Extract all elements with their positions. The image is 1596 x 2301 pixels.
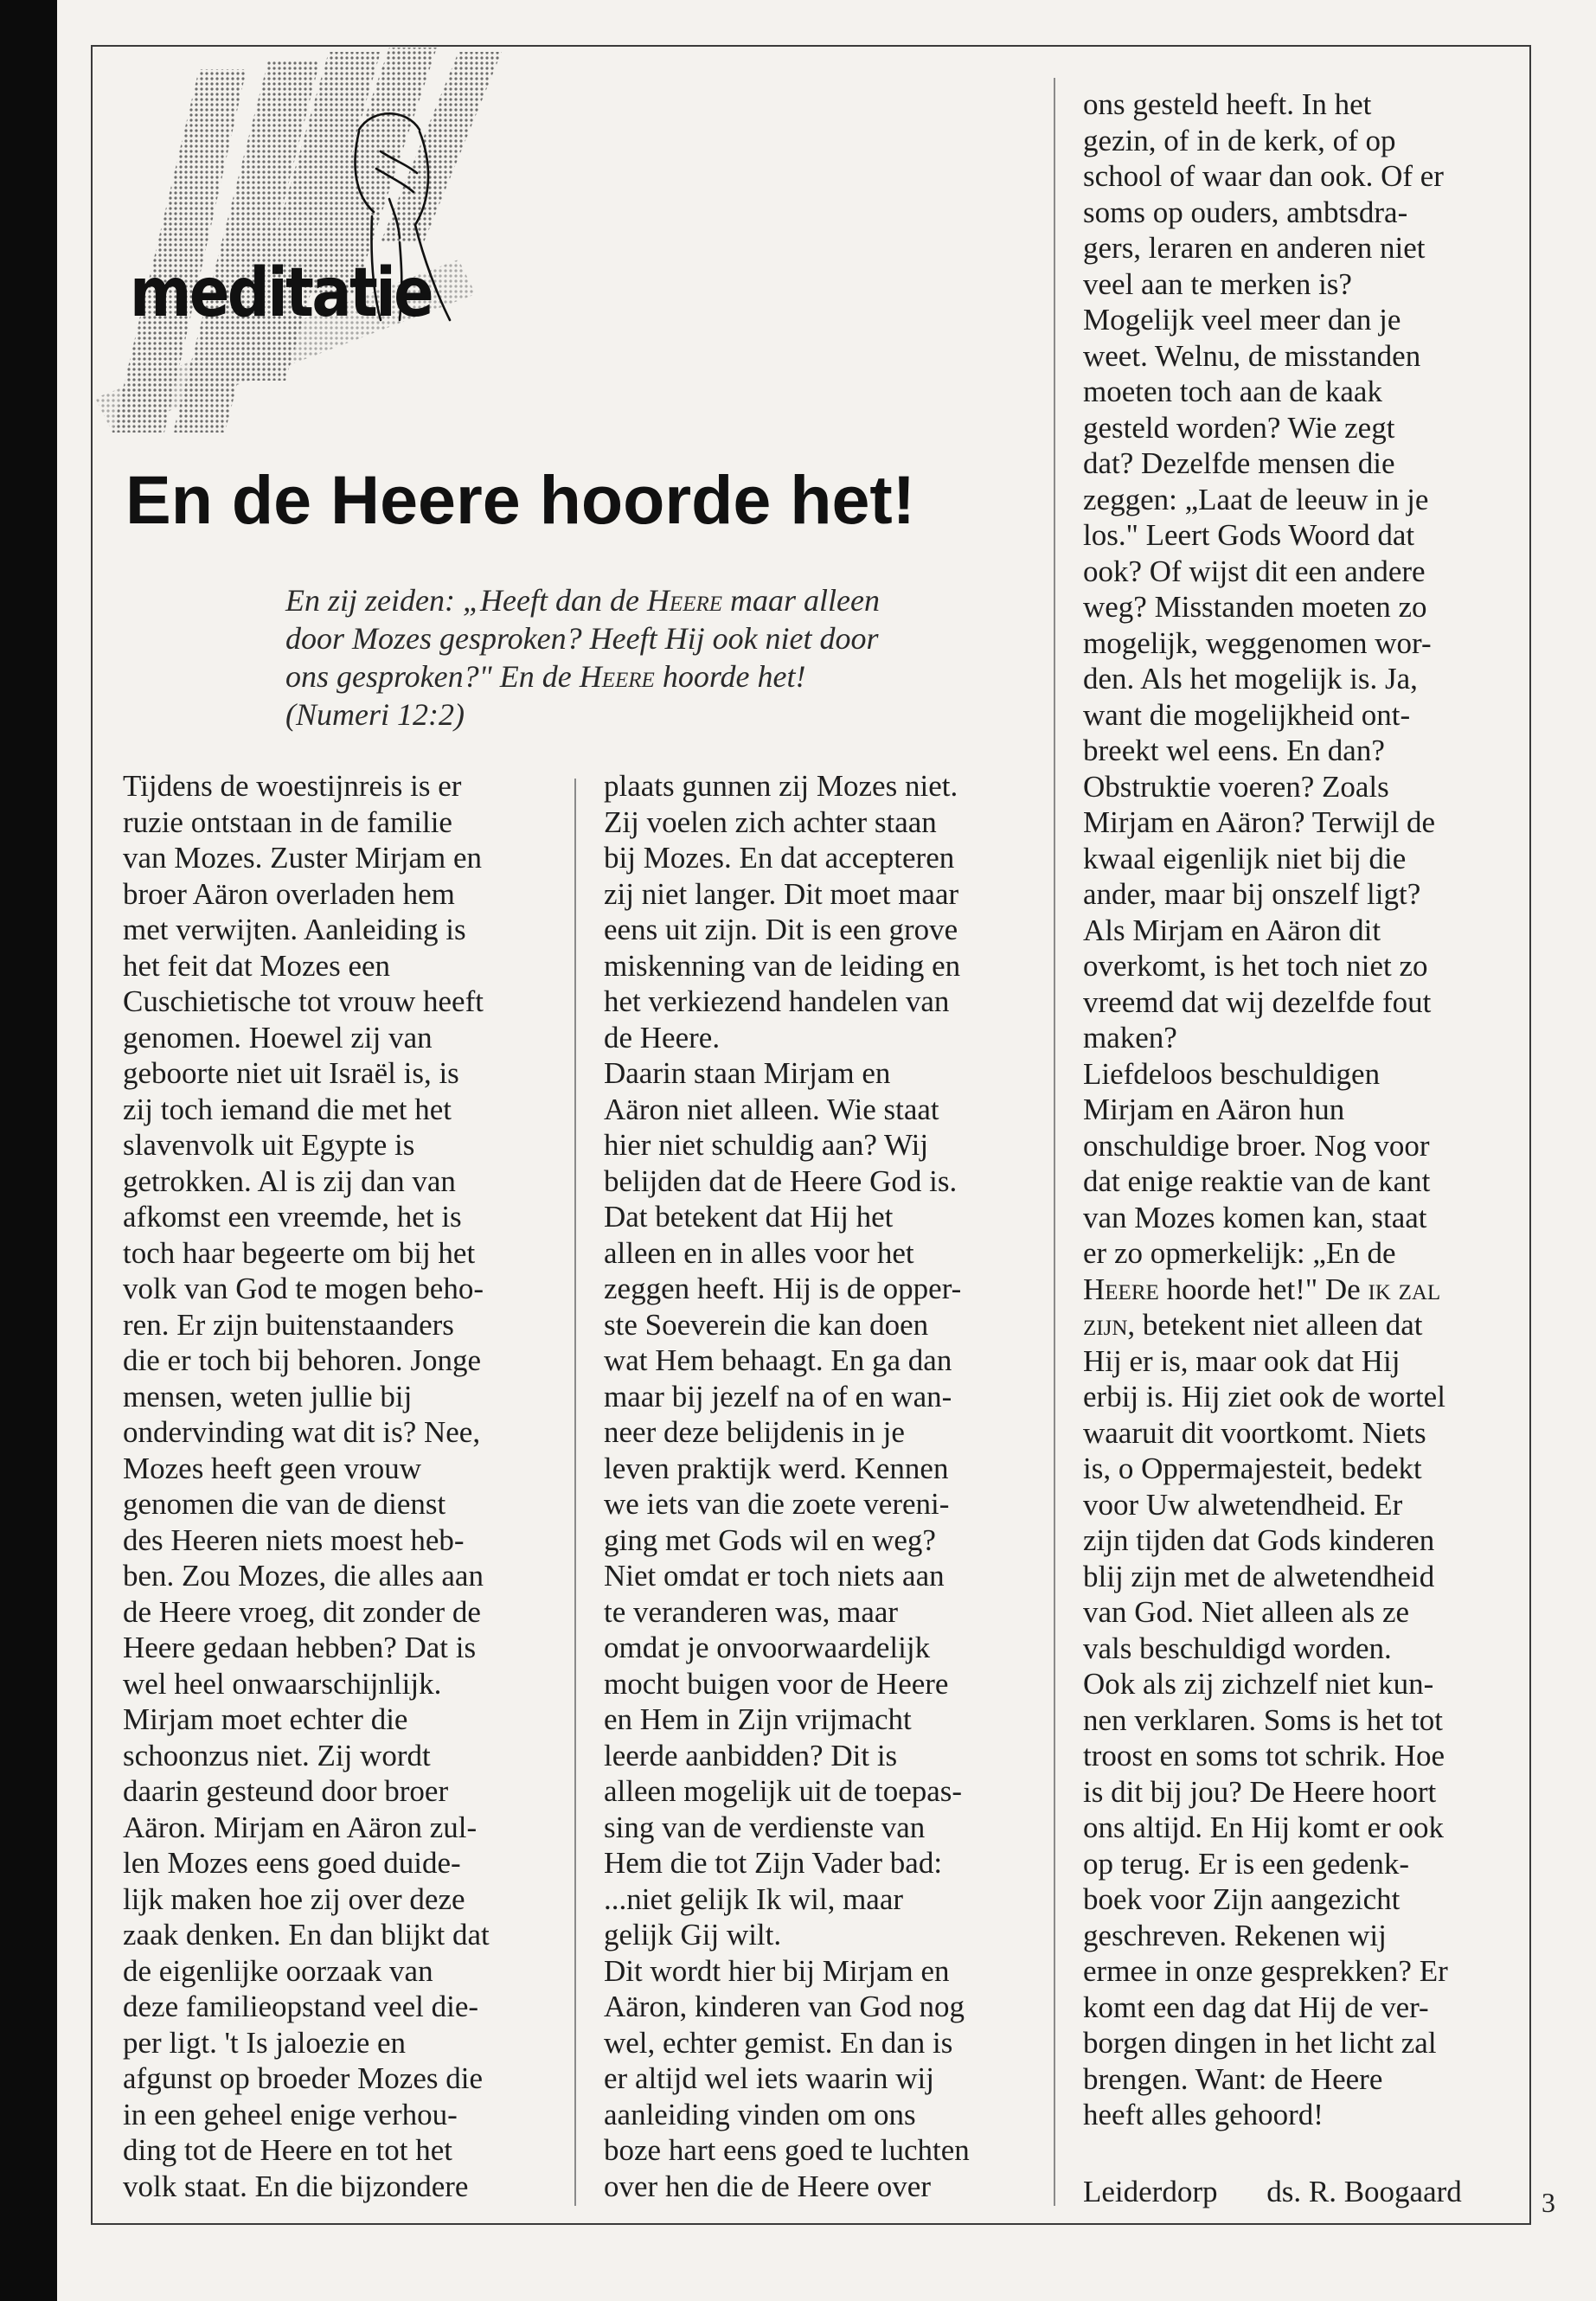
column-divider — [1054, 78, 1055, 2206]
body-text-line: ren. Er zijn buitenstaanders — [123, 1307, 454, 1342]
body-text-line: Dat betekent dat Hij het — [604, 1200, 894, 1234]
body-text-line: zij niet langer. Dit moet maar — [604, 876, 959, 911]
body-text-line: schoonzus niet. Zij wordt — [123, 1738, 431, 1772]
body-text-line: Heere hoorde het!" De ik zal — [1083, 1272, 1441, 1306]
body-text-line: Aäron niet alleen. Wie staat — [604, 1092, 939, 1126]
body-text-line: het verkiezend handelen van — [604, 984, 950, 1018]
body-text-line: de eigenlijke oorzaak van — [123, 1953, 433, 1988]
body-text-line: ons gesteld heeft. In het — [1083, 87, 1372, 121]
body-text-line: school of waar dan ook. Of er — [1083, 159, 1444, 193]
headline: En de Heere hoorde het! — [125, 461, 916, 538]
body-text-line: per ligt. 't Is jaloezie en — [123, 2025, 407, 2060]
body-text-line: lijk maken hoe zij over deze — [123, 1881, 465, 1916]
body-text-line: Hij er is, maar ook dat Hij — [1083, 1343, 1401, 1378]
body-text-line: Liefdeloos beschuldigen — [1083, 1056, 1381, 1091]
body-text-line: komt een dag dat Hij de ver- — [1083, 1990, 1429, 2024]
body-text-line: te veranderen was, maar — [604, 1594, 899, 1629]
epigraph-line: ons gesproken?" En de Heere hoorde het! — [285, 659, 806, 694]
epigraph-line: door Mozes gesproken? Heeft Hij ook niet door — [285, 621, 879, 656]
epigraph-line: En zij zeiden: „Heeft dan de Heere maar alleen — [285, 583, 880, 618]
body-text-line: Mirjam en Aäron hun — [1083, 1093, 1345, 1126]
body-text-line: weet. Welnu, de misstanden — [1083, 338, 1421, 373]
body-text-line: van Mozes. Zuster Mirjam en — [123, 841, 483, 875]
body-text-line: heeft alles gehoord! — [1083, 2098, 1324, 2131]
body-text-line: de Heere vroeg, dit zonder de — [123, 1594, 481, 1629]
body-text-line: gezin, of in de kerk, of op — [1083, 123, 1396, 157]
body-text-line: belijden dat de Heere God is. — [604, 1163, 958, 1198]
body-text-line: wel heel onwaarschijnlijk. — [123, 1666, 442, 1701]
body-text-line: ook? Of wijst dit een andere — [1083, 554, 1426, 588]
body-text-line: den. Als het mogelijk is. Ja, — [1083, 662, 1418, 695]
signature — [1083, 2175, 1462, 2209]
body-text-line: want die mogelijkheid ont- — [1083, 697, 1411, 732]
body-text-line: is dit bij jou? De Heere hoort — [1083, 1774, 1437, 1809]
body-text-line: ermee in onze gesprekken? Er — [1083, 1954, 1448, 1988]
body-text-line: Mozes heeft geen vrouw — [123, 1451, 422, 1485]
body-text-line: volk staat. En die bijzondere — [123, 2169, 469, 2203]
body-text-line: met verwijten. Aanleiding is — [123, 913, 466, 946]
body-text-line: genomen die van de dienst — [123, 1487, 446, 1521]
body-text-line: leven praktijk werd. Kennen — [604, 1451, 949, 1485]
body-text-line: ondervinding wat dit is? Nee, — [123, 1415, 481, 1449]
body-text-line: gers, leraren en anderen niet — [1083, 231, 1426, 265]
body-text-line: Aäron. Mirjam en Aäron zul- — [123, 1810, 478, 1844]
section-label: meditatie — [130, 254, 433, 332]
body-text-line: ding tot de Heere en tot het — [123, 2133, 452, 2167]
body-text-line: eens uit zijn. Dit is een grove — [604, 913, 958, 946]
body-text-line: vreemd dat wij dezelfde fout — [1083, 984, 1432, 1019]
body-text-line: brengen. Want: de Heere — [1083, 2061, 1383, 2096]
body-text-line: Mogelijk veel meer dan je — [1083, 303, 1401, 336]
body-text-line: omdat je onvoorwaardelijk — [604, 1631, 931, 1664]
body-text-line: blij zijn met de alwetendheid — [1083, 1559, 1435, 1593]
body-text-line: broer Aäron overladen hem — [123, 876, 455, 911]
body-text-line: we iets van die zoete vereni- — [604, 1487, 950, 1521]
body-text-line: Dit wordt hier bij Mirjam en — [604, 1953, 950, 1988]
page-number: 3 — [1542, 2187, 1555, 2218]
signature-author: ds. R. Boogaard — [1266, 2175, 1462, 2208]
body-text-line: zaak denken. En dan blijkt dat — [123, 1918, 490, 1952]
body-text-line: wat Hem behaagt. En ga dan — [604, 1343, 952, 1377]
body-text-line: geschreven. Rekenen wij — [1083, 1918, 1387, 1952]
body-text-line: Tijdens de woestijnreis is er — [123, 769, 462, 803]
body-text-line: volk van God te mogen beho- — [123, 1272, 484, 1305]
body-text-line: hier niet schuldig aan? Wij — [604, 1128, 929, 1162]
body-text-line: afkomst een vreemde, het is — [123, 1200, 462, 1234]
column-divider — [574, 779, 576, 2206]
body-text-line: maar bij jezelf na of en wan- — [604, 1379, 952, 1413]
body-text-line: genomen. Hoewel zij van — [123, 1020, 433, 1054]
body-column-1 — [123, 768, 555, 2204]
body-text-line: geboorte niet uit Israël is, is — [123, 1056, 459, 1090]
body-text-line: Als Mirjam en Aäron dit — [1083, 913, 1381, 947]
body-text-line: zeggen heeft. Hij is de opper- — [604, 1272, 962, 1305]
body-text-line: getrokken. Al is zij dan van — [123, 1163, 456, 1198]
body-text-line: kwaal eigenlijk niet bij die — [1083, 841, 1407, 875]
body-text-line: Heere gedaan hebben? Dat is — [123, 1631, 477, 1664]
body-text-line: nen verklaren. Soms is het tot — [1083, 1702, 1444, 1737]
body-text-line: soms op ouders, ambtsdra- — [1083, 195, 1408, 229]
body-text-line: borgen dingen in het licht zal — [1083, 2026, 1437, 2060]
body-text-line: mensen, weten jullie bij — [123, 1379, 413, 1413]
body-text-line: onschuldige broer. Nog voor — [1083, 1128, 1430, 1163]
body-text-line: gesteld worden? Wie zegt — [1083, 410, 1395, 445]
body-text-line: daarin gesteund door broer — [123, 1774, 449, 1808]
body-text-line: maken? — [1083, 1021, 1177, 1054]
body-text-line: van Mozes komen kan, staat — [1083, 1200, 1427, 1234]
body-text-line: sing van de verdienste van — [604, 1810, 926, 1844]
body-text-line: boze hart eens goed te luchten — [604, 2133, 970, 2167]
epigraph-quote — [285, 581, 1021, 734]
body-text-line: Hem die tot Zijn Vader bad: — [604, 1846, 943, 1880]
body-text-line: zijn, betekent niet alleen dat — [1083, 1308, 1423, 1342]
body-text-line: erbij is. Hij ziet ook de wortel — [1083, 1380, 1445, 1413]
body-text-line: de Heere. — [604, 1020, 721, 1054]
body-text-line: moeten toch aan de kaak — [1083, 375, 1382, 408]
body-text-line: Mirjam en Aäron? Terwijl de — [1083, 805, 1436, 839]
body-text-line: ander, maar bij onszelf ligt? — [1083, 877, 1421, 911]
body-text-line: wel, echter gemist. En dan is — [604, 2025, 953, 2060]
body-text-line: bij Mozes. En dat accepteren — [604, 841, 955, 875]
body-text-line: Aäron, kinderen van God nog — [604, 1990, 965, 2023]
body-text-line: len Mozes eens goed duide- — [123, 1846, 461, 1880]
body-text-line: breekt wel eens. En dan? — [1083, 734, 1385, 767]
body-text-line: deze familieopstand veel die- — [123, 1990, 479, 2023]
body-text-line: het feit dat Mozes een — [123, 948, 391, 983]
epigraph-line: (Numeri 12:2) — [285, 697, 465, 732]
body-text-line: Zij voelen zich achter staan — [604, 804, 937, 839]
binding-strip — [0, 0, 57, 2301]
header-illustration — [95, 35, 580, 441]
body-text-line: Obstruktie voeren? Zoals — [1083, 769, 1389, 804]
body-text-line: Mirjam moet echter die — [123, 1702, 408, 1736]
body-text-line: los." Leert Gods Woord dat — [1083, 518, 1415, 552]
body-text-line: waaruit dit voortkomt. Niets — [1083, 1415, 1426, 1450]
body-text-line: op terug. Er is een gedenk- — [1083, 1846, 1410, 1881]
body-text-line: zijn tijden dat Gods kinderen — [1083, 1523, 1435, 1557]
body-text-line: Niet omdat er toch niets aan — [604, 1559, 945, 1593]
body-column-3 — [1083, 87, 1516, 2133]
body-text-line: ...niet gelijk Ik wil, maar — [604, 1881, 904, 1916]
body-text-line: slavenvolk uit Egypte is — [123, 1128, 415, 1162]
body-text-line: zeggen: „Laat de leeuw in je — [1083, 482, 1429, 516]
body-text-line: des Heeren niets moest heb- — [123, 1522, 465, 1557]
brush-strokes — [95, 48, 502, 433]
body-text-line: Cuschietische tot vrouw heeft — [123, 984, 484, 1018]
body-text-line: ons altijd. En Hij komt er ook — [1083, 1811, 1445, 1844]
body-text-line: er zo opmerkelijk: „En de — [1083, 1236, 1396, 1270]
body-text-line: ging met Gods wil en weg? — [604, 1522, 936, 1557]
body-text-line: boek voor Zijn aangezicht — [1083, 1882, 1401, 1916]
body-text-line: plaats gunnen zij Mozes niet. — [604, 769, 958, 803]
body-text-line: er altijd wel iets waarin wij — [604, 2061, 934, 2095]
body-text-line: aanleiding vinden om ons — [604, 2097, 916, 2131]
body-text-line: die er toch bij behoren. Jonge — [123, 1343, 482, 1377]
body-text-line: veel aan te merken is? — [1083, 266, 1352, 301]
body-text-line: alleen mogelijk uit de toepas- — [604, 1774, 963, 1808]
body-text-line: alleen en in alles voor het — [604, 1235, 914, 1270]
body-text-line: ben. Zou Mozes, die alles aan — [123, 1559, 484, 1593]
body-text-line: van God. Niet alleen als ze — [1083, 1595, 1410, 1629]
body-text-line: ruzie ontstaan in de familie — [123, 804, 452, 839]
body-text-line: over hen die de Heere over — [604, 2169, 931, 2203]
body-text-line: neer deze belijdenis in je — [604, 1415, 905, 1449]
body-text-line: is, o Oppermajesteit, bedekt — [1083, 1452, 1422, 1485]
body-text-line: weg? Misstanden moeten zo — [1083, 590, 1427, 624]
body-text-line: vals beschuldigd worden. — [1083, 1631, 1392, 1665]
body-text-line: zij toch iemand die met het — [123, 1092, 452, 1126]
body-text-line: ste Soeverein die kan doen — [604, 1307, 929, 1342]
body-text-line: Daarin staan Mirjam en — [604, 1056, 891, 1090]
body-text-line: in een geheel enige verhou- — [123, 2097, 458, 2131]
body-column-2 — [604, 768, 1036, 2204]
body-text-line: voor Uw alwetendheid. Er — [1083, 1487, 1403, 1522]
body-text-line: leerde aanbidden? Dit is — [604, 1738, 898, 1772]
body-text-line: mogelijk, weggenomen wor- — [1083, 625, 1432, 660]
body-text-line: Ook als zij zichzelf niet kun- — [1083, 1667, 1434, 1701]
body-text-line: mocht buigen voor de Heere — [604, 1666, 949, 1701]
body-text-line: gelijk Gij wilt. — [604, 1918, 782, 1952]
body-text-line: toch haar begeerte om bij het — [123, 1235, 476, 1270]
body-text-line: afgunst op broeder Mozes die — [123, 2061, 483, 2095]
body-text-line: en Hem in Zijn vrijmacht — [604, 1702, 912, 1736]
signature-place: Leiderdorp — [1083, 2175, 1218, 2208]
body-text-line: dat enige reaktie van de kant — [1083, 1164, 1431, 1198]
body-text-line: miskenning van de leiding en — [604, 948, 961, 983]
body-text-line: overkomt, is het toch niet zo — [1083, 949, 1428, 983]
body-text-line: dat? Dezelfde mensen die — [1083, 446, 1395, 480]
body-text-line: troost en soms tot schrik. Hoe — [1083, 1739, 1445, 1772]
